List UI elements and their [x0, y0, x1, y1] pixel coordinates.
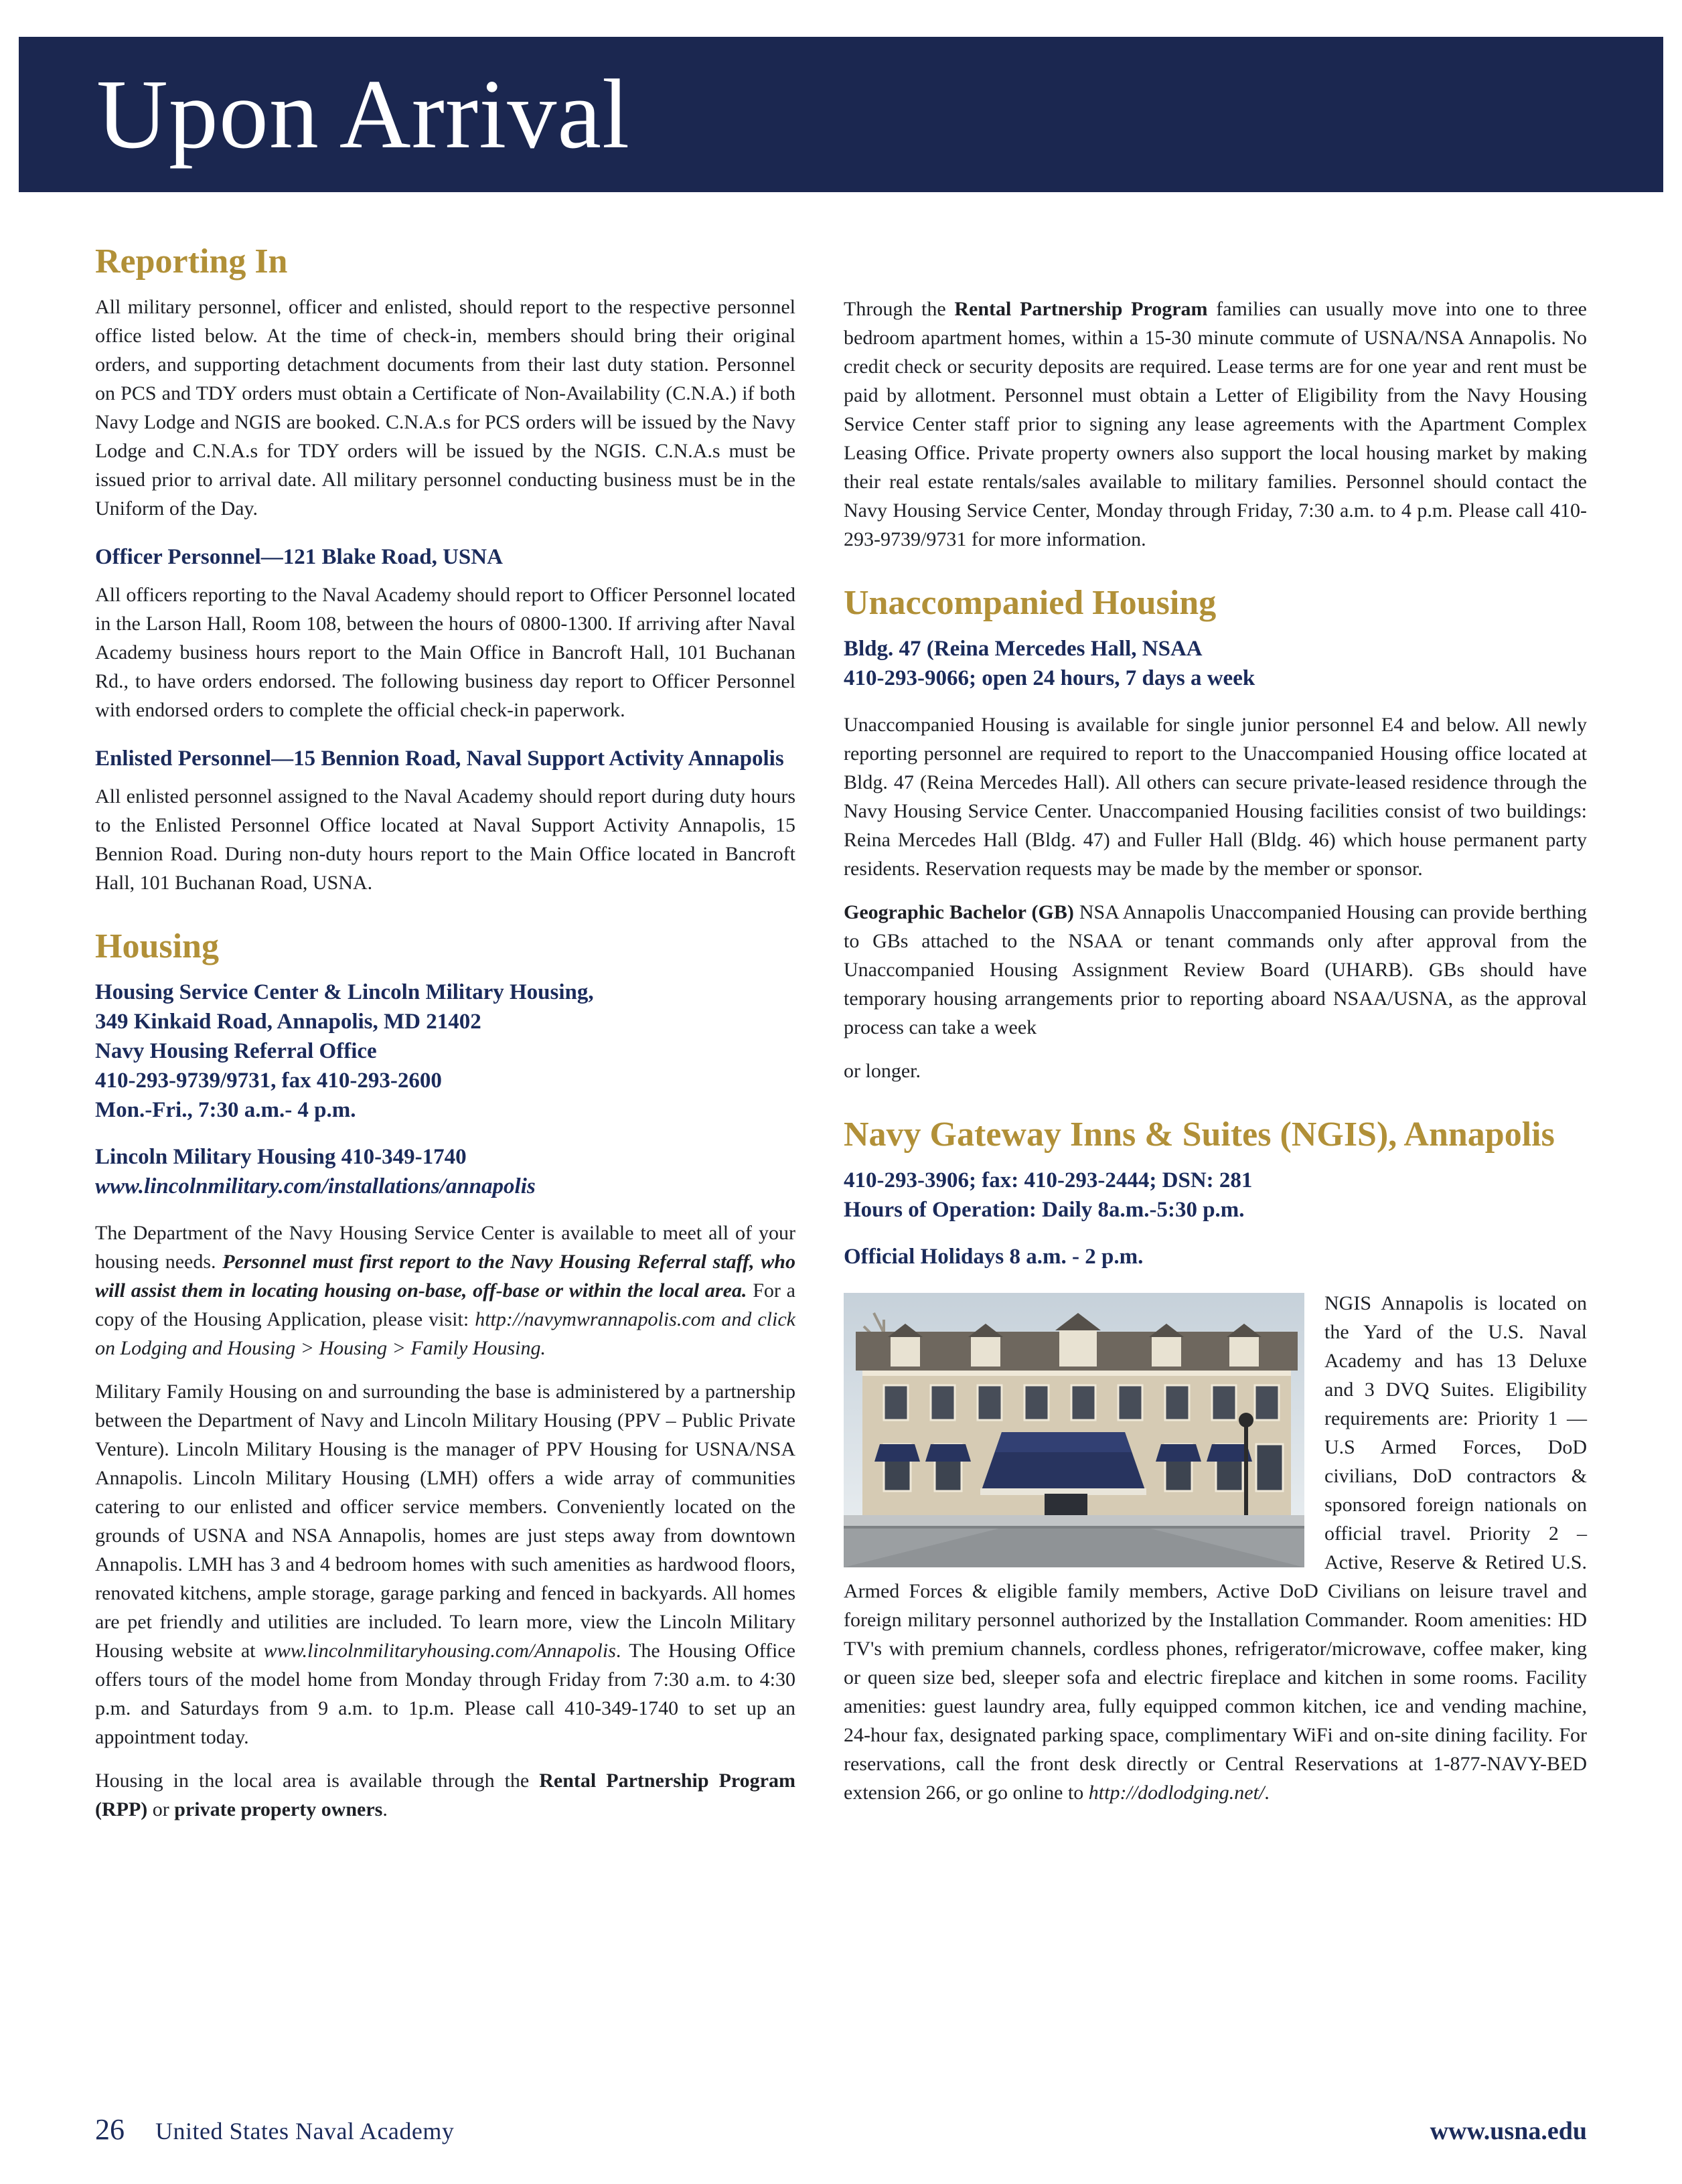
column-right [844, 243, 1587, 1839]
contact-line: Hours of Operation: Daily 8a.m.-5:30 p.m. [844, 1198, 1245, 1222]
lincoln-url: www.lincolnmilitary.com/installations/annapolis [95, 1174, 536, 1198]
text-run: NSA Annapolis Unaccompanied Housing can provide berthing to GBs attached to the NSAA or tenant commands only after approval from the Unaccompanied Housing Assignment Review Board (UHARB). GBs should have temporary housing arrangements prior to reporting aboard NSAA/USNA, as the approval process can take a week [844, 901, 1587, 1038]
unaccompanied-body-paragraph: Unaccompanied Housing is available for single junior personnel E4 and below. All newly reporting personnel are required to report to the Unaccompanied Housing office located at Bldg. 47 (Reina Mercedes Hall). All others can secure private-leased residence through the Navy Housing Service Center. Unaccompanied Housing facilities consist of two buildings: Reina Mercedes Hall (Bldg. 47) and Fuller Hall (Bldg. 46) which house permanent party residents. Reservation requests may be made by the member or sponsor. [844, 714, 1587, 880]
text-run: families can usually move into one to three bedroom apartment homes, within a 15-30 minute commute of USNA/NSA Annapolis. No credit check or security deposits are required. Lease terms are for one year and rent must be paid by allotment. Personnel must obtain a Letter of Eligibility from the Navy Housing Service Center staff prior to signing any lease agreements with the Apartment Complex Leasing Office. Private property owners also support the local housing market by making their real estate rentals/sales available to military families. Personnel should contact the Navy Housing Service Center, Monday through Friday, 7:30 a.m. to 4 p.m. Please call 410-293-9739/9731 for more information. [844, 298, 1587, 550]
housing-contact-block [95, 978, 795, 1125]
contact-line: Housing Service Center & Lincoln Military Housing, [95, 980, 594, 1004]
housing-paragraph-1 [95, 1219, 795, 1362]
text-run: . [382, 1798, 388, 1820]
geographic-bachelor-tail: or longer. [844, 1060, 921, 1082]
heading-reporting-in: Reporting In [95, 242, 288, 281]
holidays-line: Official Holidays 8 a.m. - 2 p.m. [844, 1245, 1144, 1269]
text-run: Housing in the local area is available through the [95, 1770, 540, 1792]
contact-line: 410-293-9066; open 24 hours, 7 days a week [844, 666, 1255, 690]
text-run: private property owners [174, 1798, 383, 1820]
text-run: Personnel must first report to the Navy Housing Referral staff, who will assist them in locating housing on-base, off-base or within the local area. [95, 1251, 795, 1302]
officer-personnel-paragraph: All officers reporting to the Naval Academy should report to Officer Personnel located in the Larson Hall, Room 108, between the hours of 0800-1300. If arriving after Naval Academy business hours report to the Main Office in Bancroft Hall, 101 Buchanan Rd., to have orders endorsed. The following business day report to Officer Personnel with endorsed orders to complete the official check-in paperwork. [95, 584, 795, 721]
text-run: Through the [844, 298, 955, 320]
text-run: The Department of the Navy Housing Service Center is available to meet all of your housing needs. [95, 1222, 795, 1273]
ngis-photo-illustration [844, 1293, 1304, 1567]
contact-line: 410-293-9739/9731, fax 410-293-2600 [95, 1069, 442, 1093]
footer-institution-name: United States Naval Academy [155, 2118, 455, 2144]
text-run: . [1264, 1782, 1270, 1804]
subheading-officer-personnel: Officer Personnel—121 Blake Road, USNA [95, 545, 503, 569]
header-band [19, 37, 1663, 192]
text-run: Rental Partnership Program [954, 298, 1208, 320]
housing-paragraph-2 [95, 1377, 795, 1751]
text-run: http://dodlodging.net/ [1088, 1782, 1265, 1804]
ngis-section-body [844, 1289, 1587, 1807]
column-left [95, 243, 795, 1839]
text-run: . The Housing Office offers tours of the model home from Monday through Friday from 7:30 a.m. to 4:30 p.m. and Saturdays from 9 a.m. to 1p.m. Please call 410-349-1740 to set up an appointment today. [95, 1640, 795, 1748]
page-footer [95, 2112, 1587, 2147]
text-run: http://navymwrannapolis.com and click on Lodging and Housing > Housing > Family Housing. [95, 1308, 795, 1359]
subheading-enlisted-personnel: Enlisted Personnel—15 Bennion Road, Naval Support Activity Annapolis [95, 747, 784, 771]
contact-line: Mon.-Fri., 7:30 a.m.- 4 p.m. [95, 1098, 356, 1122]
text-run: Rental Partnership Program (RPP) [95, 1770, 795, 1820]
contact-line: Bldg. 47 (Reina Mercedes Hall, NSAA [844, 637, 1203, 661]
unaccompanied-contact-block [844, 634, 1587, 693]
heading-ngis: Navy Gateway Inns & Suites (NGIS), Annapolis [844, 1115, 1555, 1154]
enlisted-personnel-paragraph: All enlisted personnel assigned to the Naval Academy should report during duty hours to the Enlisted Personnel Office located at Naval Support Activity Annapolis, 15 Bennion Road. During non-duty hours report to the Main Office located in Bancroft Hall, 101 Buchanan Road, USNA. [95, 785, 795, 894]
text-run: Military Family Housing on and surrounding the base is administered by a partnership between the Department of Navy and Lincoln Military Housing (PPV – Public Private Venture). Lincoln Military Housing is the manager of PPV Housing for USNA/NSA Annapolis. Lincoln Military Housing (LMH) offers a wide array of communities catering to our enlisted and officer service members. Conveniently located on the grounds of USNA and NSA Annapolis, homes are just steps away from downtown Annapolis. LMH has 3 and 4 bedroom homes with such amenities as hardwood floors, renovated kitchens, ample storage, garage parking and fenced in backyards. All homes are pet friendly and utilities are included. To learn more, view the Lincoln Military Housing website at [95, 1381, 795, 1662]
lincoln-contact-block [95, 1142, 795, 1201]
text-run: www.lincolnmilitaryhousing.com/Annapolis [263, 1640, 616, 1662]
content-columns [0, 243, 1682, 1839]
footer-website-url: www.usna.edu [1430, 2117, 1587, 2145]
housing-paragraph-3 [95, 1766, 795, 1824]
page-title: Upon Arrival [96, 60, 631, 169]
contact-line: 349 Kinkaid Road, Annapolis, MD 21402 [95, 1010, 481, 1034]
geographic-bachelor-paragraph [844, 898, 1587, 1042]
contact-line: 410-293-3906; fax: 410-293-2444; DSN: 281 [844, 1168, 1253, 1192]
contact-line: Navy Housing Referral Office [95, 1039, 377, 1063]
text-run: NGIS Annapolis is located on the Yard of the U.S. Naval Academy and has 13 Deluxe and 3 DVQ Suites. Eligibility requirements are: Priority 1 — U.S Armed Forces, DoD civilians, DoD contractors & sponsored foreign nationals on official travel. Priority 2 – Active, Reserve & Retired U.S. Armed Forces & eligible family members, Active DoD Civilians on leisure travel and foreign military personnel authorized by the Installation Commander. Room amenities: HD TV's with premium channels, cordless phones, refrigerator/microwave, coffee maker, king or queen size bed, sleeper sofa and electric fireplace and kitchen in some rooms. Facility amenities: guest laundry area, fully equipped common kitchen, ice and vending machine, 24-hour fax, designated parking space, complimentary WiFi and on-site dining facility. For reservations, call the front desk directly or Central Reservations at 1-877-NAVY-BED extension 266, or go online to [844, 1292, 1587, 1804]
reporting-intro-paragraph: All military personnel, officer and enlisted, should report to the respective personnel office listed below. At the time of check-in, members should bring their original orders, and supporting detachment documents from their last duty station. Personnel on PCS and TDY orders must obtain a Certificate of Non-Availability (C.N.A.) if both Navy Lodge and NGIS are booked. C.N.A.s for PCS orders will be issued by the Navy Lodge and C.N.A.s for TDY orders will be issued by the NGIS. C.N.A.s must be issued prior to arrival date. All military personnel conducting business must be in the Uniform of the Day. [95, 296, 795, 520]
text-run: For a copy of the Housing Application, please visit: [95, 1279, 795, 1330]
heading-unaccompanied-housing: Unaccompanied Housing [844, 584, 1217, 622]
ngis-holidays-block [844, 1242, 1587, 1271]
ngis-building-photo [844, 1293, 1304, 1567]
text-run: Geographic Bachelor (GB) [844, 901, 1074, 923]
ngis-contact-block [844, 1166, 1587, 1225]
page-number: 26 [95, 2113, 125, 2146]
lincoln-phone-line: Lincoln Military Housing 410-349-1740 [95, 1145, 467, 1169]
rental-partnership-paragraph [844, 295, 1587, 554]
text-run: or [147, 1798, 175, 1820]
heading-housing: Housing [95, 927, 219, 965]
